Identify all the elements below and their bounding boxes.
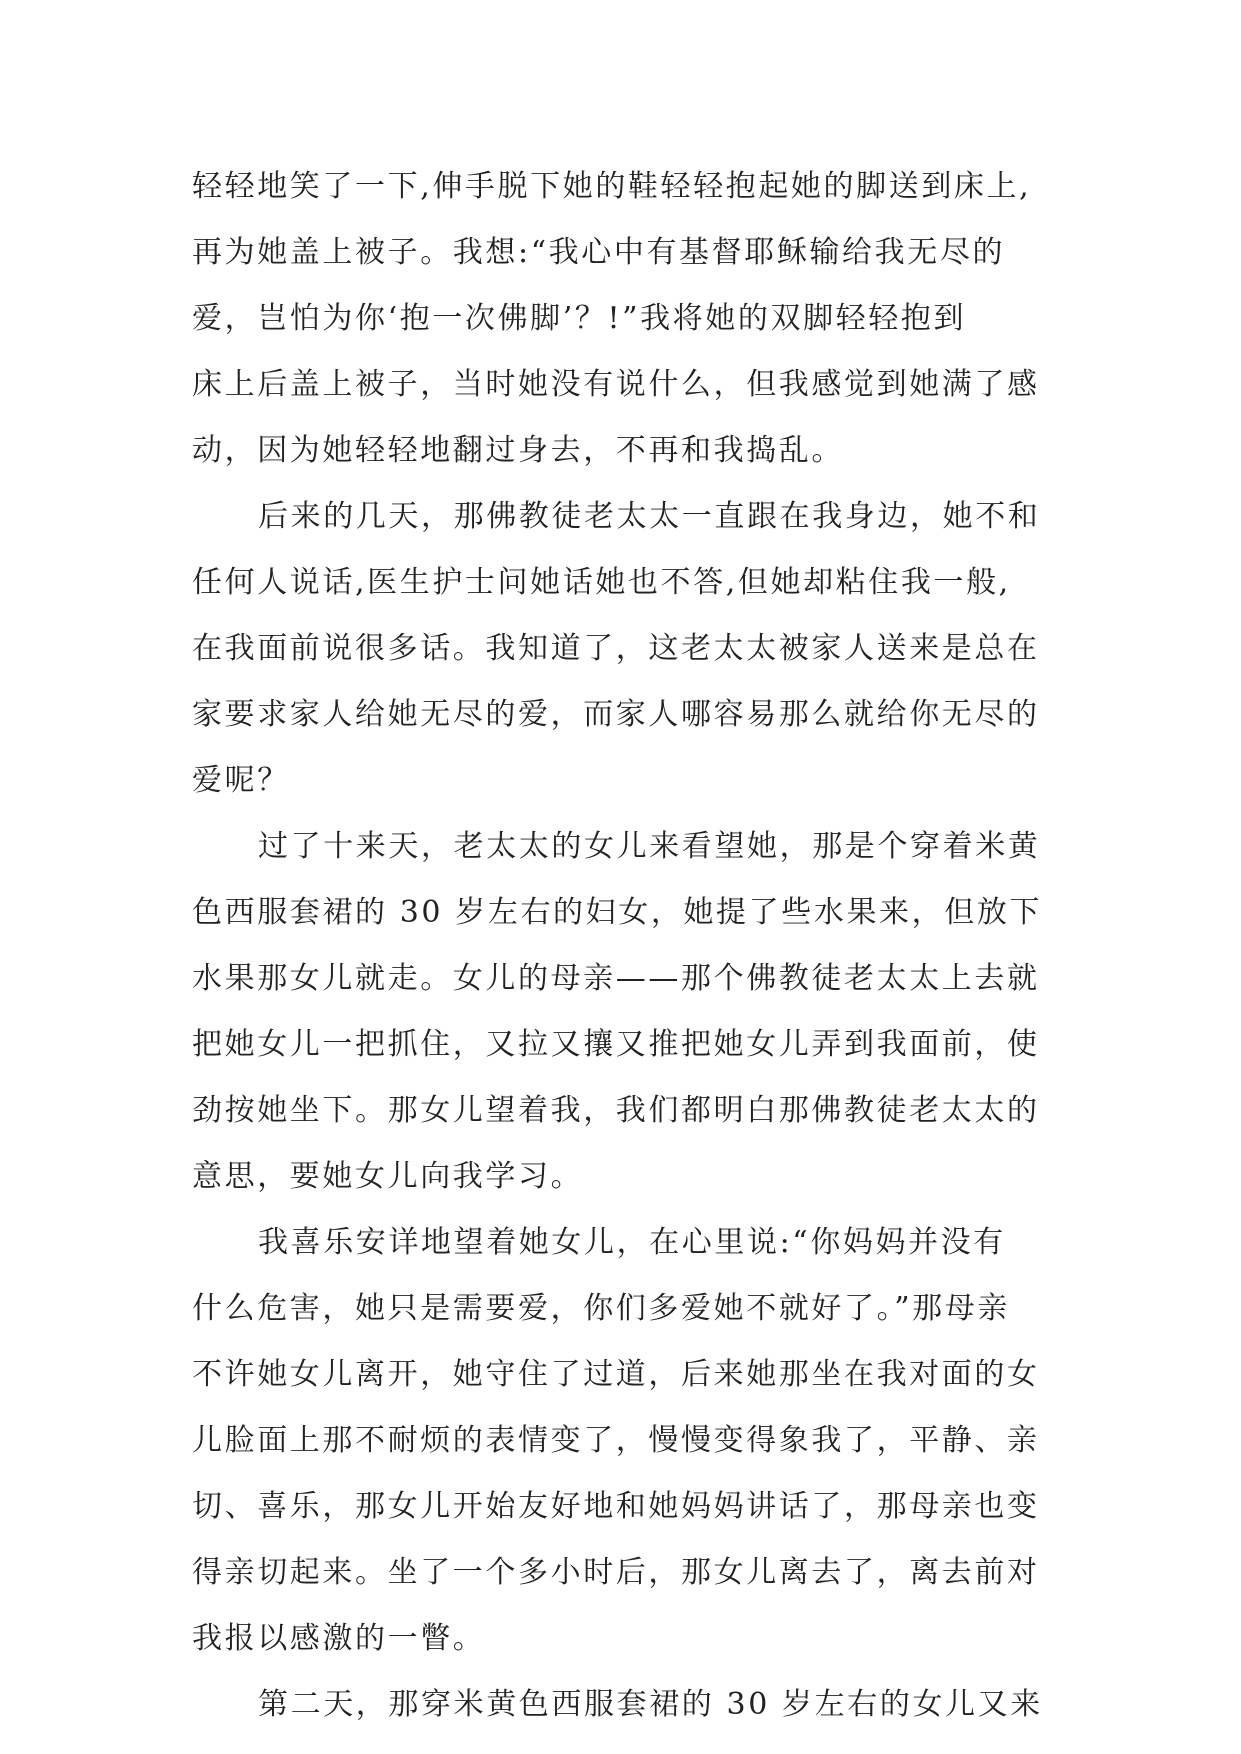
text-line: 后来的几天，那佛教徒老太太一直跟在我身边，她不和 xyxy=(258,499,1041,534)
text-line: 意思，要她女儿向我学习。 xyxy=(192,1159,584,1194)
text-line: 劲按她坐下。那女儿望着我，我们都明白那佛教徒老太太的 xyxy=(192,1093,1040,1128)
text-line: 水果那女儿就走。女儿的母亲——那个佛教徒老太太上去就 xyxy=(192,961,1040,996)
text-line: 过了十来天，老太太的女儿来看望她，那是个穿着米黄 xyxy=(258,829,1041,864)
text-line: 切、喜乐，那女儿开始友好地和她妈妈讲话了，那母亲也变 xyxy=(192,1489,1040,1524)
text-line: 色西服套裙的 30 岁左右的妇女，她提了些水果来，但放下 xyxy=(192,895,1043,930)
text-line: 得亲切起来。坐了一个多小时后，那女儿离去了，离去前对 xyxy=(192,1555,1040,1590)
text-line: 把她女儿一把抓住，又拉又攘又推把她女儿弄到我面前，使 xyxy=(192,1027,1040,1062)
text-line: 爱呢？ xyxy=(192,763,290,798)
text-line: 儿脸面上那不耐烦的表情变了，慢慢变得象我了，平静、亲 xyxy=(192,1423,1040,1458)
text-line: 我喜乐安详地望着她女儿，在心里说:“你妈妈并没有 xyxy=(258,1225,1006,1260)
text-line: 任何人说话,医生护士问她话她也不答,但她却粘住我一般, xyxy=(192,565,1011,600)
text-line: 轻轻地笑了一下,伸手脱下她的鞋轻轻抱起她的脚送到床上, xyxy=(192,169,1032,204)
text-line: 动，因为她轻轻地翻过身去，不再和我捣乱。 xyxy=(192,433,844,468)
text-line: 我报以感激的一瞥。 xyxy=(192,1621,486,1656)
text-line: 再为她盖上被子。我想:“我心中有基督耶稣输给我无尽的 xyxy=(192,235,1006,270)
text-line: 爱，岂怕为你‘抱一次佛脚’？!”我将她的双脚轻轻抱到 xyxy=(192,301,967,336)
text-line: 家要求家人给她无尽的爱，而家人哪容易那么就给你无尽的 xyxy=(192,697,1040,732)
text-line: 床上后盖上被子，当时她没有说什么，但我感觉到她满了感 xyxy=(192,367,1040,402)
text-line: 在我面前说很多话。我知道了，这老太太被家人送来是总在 xyxy=(192,631,1040,666)
text-line: 不许她女儿离开，她守住了过道，后来她那坐在我对面的女 xyxy=(192,1357,1040,1392)
body-text xyxy=(192,154,1072,1738)
text-line: 第二天，那穿米黄色西服套裙的 30 岁左右的女儿又来 xyxy=(258,1687,1043,1722)
text-line: 什么危害，她只是需要爱，你们多爱她不就好了。”那母亲 xyxy=(192,1291,1010,1326)
